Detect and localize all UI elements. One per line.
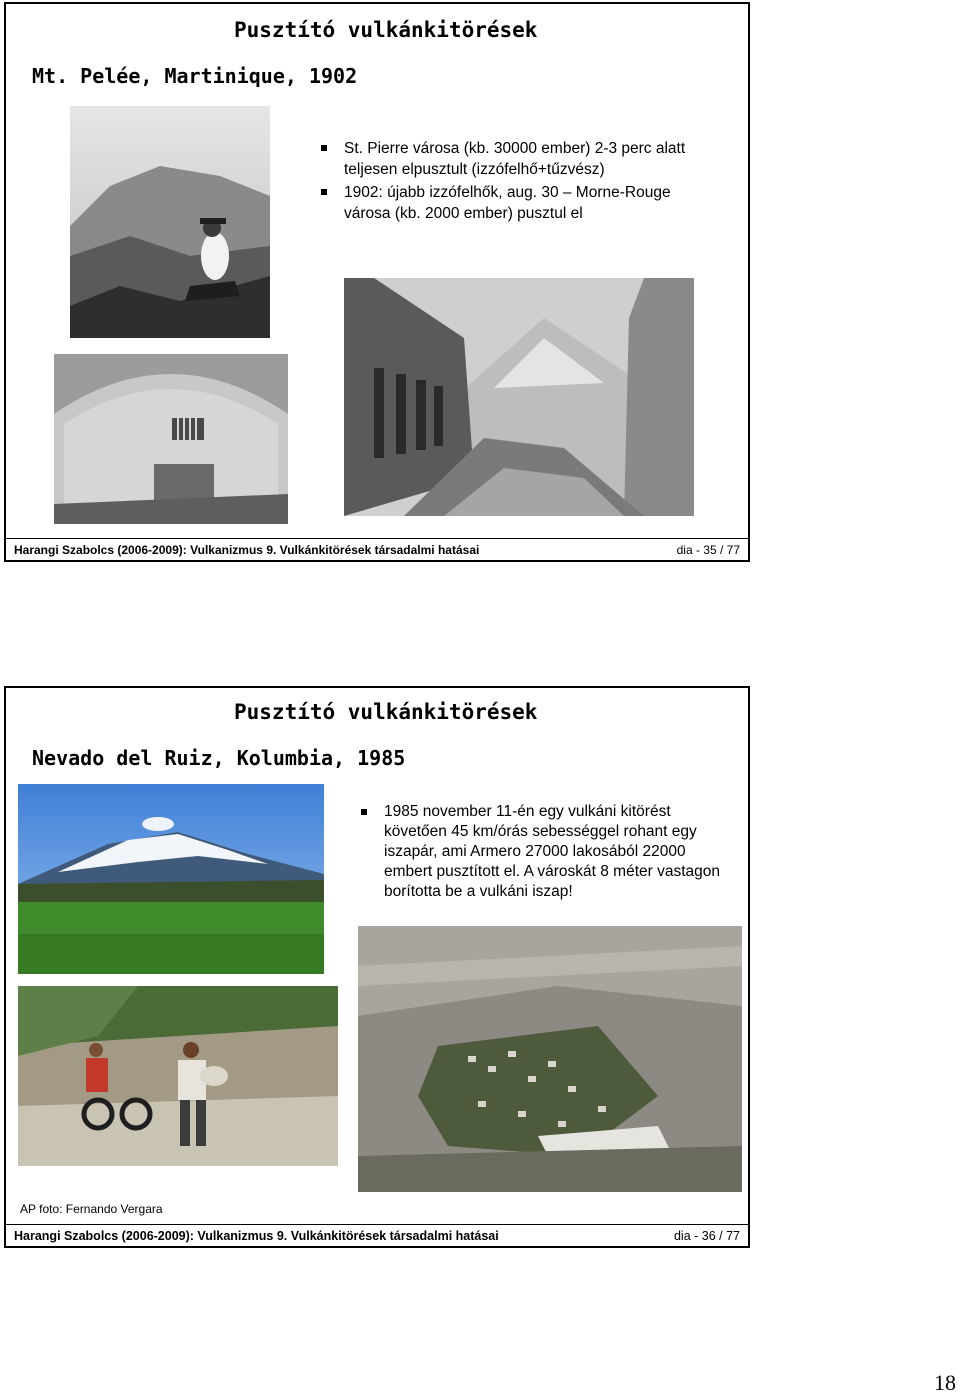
photo-stone-wall bbox=[54, 354, 288, 524]
photo-mud-rescue bbox=[18, 986, 338, 1166]
photo-nevado-del-ruiz bbox=[18, 784, 324, 974]
bullet-item: 1902: újabb izzófelhők, aug. 30 – Morne-Rouge városa (kb. 2000 ember) pusztul el bbox=[316, 182, 716, 224]
photo-credit: AP foto: Fernando Vergara bbox=[20, 1202, 163, 1216]
footer-author: Harangi Szabolcs (2006-2009): Vulkanizmus bbox=[14, 542, 263, 557]
photo-armero-aerial bbox=[358, 926, 742, 1192]
slide-subtitle: Mt. Pelée, Martinique, 1902 bbox=[32, 64, 358, 88]
slide-35 bbox=[4, 2, 750, 562]
footer-chapter: 9. Vulkánkitörések társadalmi hatásai bbox=[266, 542, 480, 557]
bullet-list bbox=[356, 802, 736, 902]
footer-slide-number: dia - 36 / 77 bbox=[673, 1228, 740, 1243]
bullet-item: St. Pierre városa (kb. 30000 ember) 2-3 perc alatt teljesen elpusztult (izzófelhő+tűzvész) bbox=[316, 138, 716, 180]
slide-36 bbox=[4, 686, 750, 1248]
slide-title: Pusztító vulkánkitörések bbox=[234, 700, 538, 724]
footer-chapter: 9. Vulkánkitörések társadalmi hatásai bbox=[276, 1228, 499, 1243]
slide-footer bbox=[6, 1224, 748, 1246]
bullet-item: 1985 november 11-én egy vulkáni kitörést követően 45 km/órás sebességgel rohant egy iszapár, ami Armero 27000 lakosából 22000 embert pusztított el. A városkát 8 méter vastagon borította be a vulkáni iszap! bbox=[356, 802, 736, 902]
slide-subtitle: Nevado del Ruiz, Kolumbia, 1985 bbox=[32, 746, 406, 770]
photo-destroyed-street bbox=[344, 278, 694, 516]
slide-footer bbox=[6, 538, 748, 560]
footer-author: Harangi Szabolcs (2006-2009): Vulkanizmus bbox=[14, 1228, 274, 1243]
bullet-list bbox=[316, 138, 716, 224]
photo-ruins-overlook bbox=[70, 106, 270, 338]
page-number: 18 bbox=[934, 1370, 956, 1395]
footer-slide-number: dia - 35 / 77 bbox=[676, 542, 740, 557]
slide-title: Pusztító vulkánkitörések bbox=[234, 18, 538, 42]
